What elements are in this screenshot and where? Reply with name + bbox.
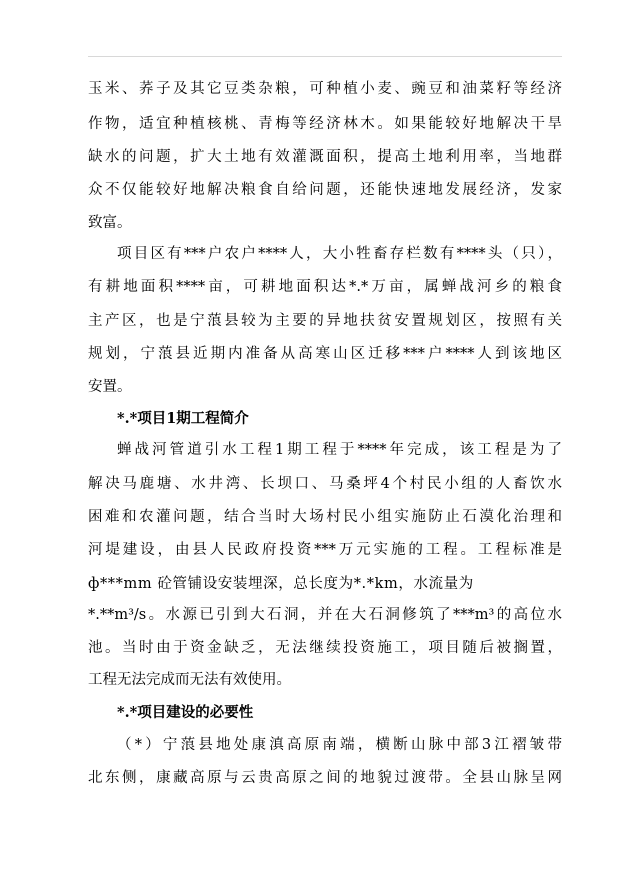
text-line-19: 工程无法完成而无法有效使用。 [88, 672, 291, 688]
text-line-16: ф***mm 砼管铺设安装埋深，总长度为*.*km，水流量为 [88, 576, 474, 592]
text-line-22: 北东侧，康藏高原与云贵高原之间的地貌过渡带。全县山脉呈网 [88, 770, 562, 786]
text-line-12: 蝉战河管道引水工程1期工程于****年完成，该工程是为了 [117, 442, 562, 458]
text-line-21: （*）宁蒗县地处康滇高原南端，横断山脉中部3江褶皱带 [117, 737, 562, 753]
text-line-6: 项目区有***户农户****人，大小牲畜存栏数有****头（只）， [117, 246, 562, 262]
header-rule [88, 56, 562, 57]
section-heading-phase1: *.*项目1期工程简介 [117, 410, 249, 427]
section-heading-necessity: *.*项目建设的必要性 [117, 704, 254, 721]
text-line-14: 困难和农灌问题，结合当时大场村民小组实施防止石漠化治理和 [88, 509, 562, 525]
text-line-8: 主产区，也是宁蒗县较为主要的异地扶贫安置规划区，按照有关 [88, 313, 562, 329]
text-line-4: 众不仅能较好地解决粮食自给问题，还能快速地发展经济，发家 [88, 182, 562, 198]
text-line-13: 解决马鹿塘、水井湾、长坝口、马桑坪4个村民小组的人畜饮水 [88, 476, 562, 492]
text-line-15: 河堤建设，由县人民政府投资***万元实施的工程。工程标准是 [88, 542, 562, 558]
text-line-17: *.**m³/s。水源已引到大石洞，并在大石洞修筑了***m³的高位水 [88, 607, 562, 623]
text-line-18: 池。当时由于资金缺乏，无法继续投资施工，项目随后被搁置， [88, 640, 562, 656]
text-line-10: 安置。 [88, 379, 132, 395]
text-line-3: 缺水的问题，扩大土地有效灌溉面积，提高土地利用率，当地群 [88, 149, 562, 165]
text-line-2: 作物，适宜种植核桃、青梅等经济林木。如果能较好地解决干旱 [88, 116, 562, 132]
text-line-1: 玉米、荞子及其它豆类杂粮，可种植小麦、豌豆和油菜籽等经济 [88, 81, 562, 97]
text-line-5: 致富。 [88, 215, 132, 231]
text-line-7: 有耕地面积****亩，可耕地面积达*.*万亩，属蝉战河乡的粮食 [88, 279, 562, 295]
text-line-9: 规划，宁蒗县近期内准备从高寒山区迁移***户****人到该地区 [88, 346, 562, 362]
